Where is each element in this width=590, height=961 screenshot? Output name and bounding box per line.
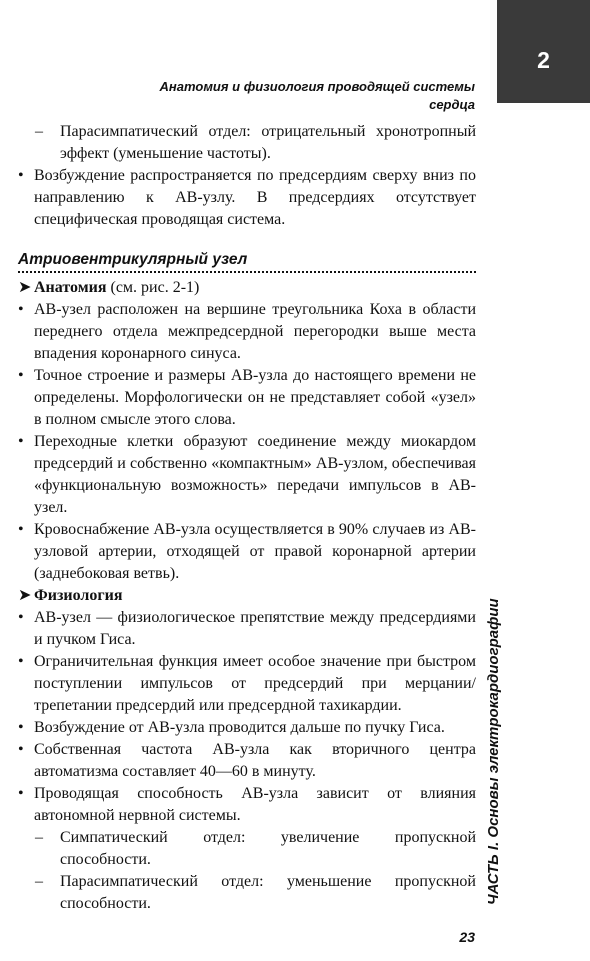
- list-item-text: АВ-узел — физиологическое препятствие между предсердиями и пучком Гиса.: [34, 609, 476, 648]
- list-item-text: Ограничительная функция имеет особое значение при быстром поступлении импульсов от предсердий при мерцании/трепетании предсердий или предсердной тахикардии.: [34, 653, 476, 714]
- list-item: [18, 165, 476, 231]
- list-item-text: Парасимпатический отдел: отрицательный хронотропный эффект (уменьшение частоты).: [60, 123, 476, 162]
- dash-marker: –: [35, 829, 43, 846]
- page-number: 23: [459, 929, 475, 945]
- anatomy-heading: [18, 277, 476, 299]
- chapter-number: 2: [537, 47, 550, 73]
- anatomy-heading-label: Анатомия: [34, 279, 107, 296]
- bullet-marker: •: [18, 609, 24, 626]
- list-item: [18, 607, 476, 651]
- bullet-marker: •: [18, 367, 24, 384]
- list-item-text: Кровоснабжение АВ-узла осуществляется в 90% случаев из АВ-узловой артерии, отходящей от правой коронарной артерии (заднебоковая ветвь).: [34, 521, 476, 582]
- section-header: [18, 249, 476, 273]
- bullet-marker: •: [18, 521, 24, 538]
- list-item-text: Возбуждение распространяется по предсердиям сверху вниз по направлению к АВ-узлу. В предсердиях отсутствует специфическая проводящая система.: [34, 167, 476, 228]
- bullet-marker: •: [18, 167, 24, 184]
- bullet-marker: •: [18, 301, 24, 318]
- physiology-heading: [18, 585, 476, 607]
- dash-marker: –: [35, 123, 43, 140]
- sub-list-item: [18, 827, 476, 871]
- sub-list-item: [18, 871, 476, 915]
- page-content: [18, 121, 476, 915]
- list-item-text: Переходные клетки образуют соединение между миокардом предсердий и собственно «компактным» АВ-узлом, обеспечивая «функциональную возможность» передачи импульсов в АВ-узел.: [34, 433, 476, 516]
- list-item-text: АВ-узел расположен на вершине треугольника Коха в области переднего отдела межпредсердной перегородки выше места впадения коронарного синуса.: [34, 301, 476, 362]
- list-item: [18, 365, 476, 431]
- list-item: [18, 651, 476, 717]
- bullet-marker: •: [18, 785, 24, 802]
- chapter-tab: [497, 0, 590, 103]
- list-item-text: Проводящая способность АВ-узла зависит от влияния автономной нервной системы.: [34, 785, 476, 824]
- list-item: [18, 519, 476, 585]
- dash-marker: –: [35, 873, 43, 890]
- list-item-text: Симпатический отдел: увеличение пропускной способности.: [60, 829, 476, 868]
- bullet-marker: •: [18, 741, 24, 758]
- side-part-label: ЧАСТЬ I. Основы электрокардиографии: [485, 598, 502, 905]
- list-item: [18, 783, 476, 827]
- bullet-marker: •: [18, 433, 24, 450]
- anatomy-heading-note: (см. рис. 2-1): [106, 279, 200, 296]
- list-item: [18, 299, 476, 365]
- running-head: Анатомия и физиология проводящей системы сердца: [159, 79, 475, 112]
- section-title: Атриовентрикулярный узел: [18, 251, 248, 268]
- bullet-marker: •: [18, 719, 24, 736]
- list-item: [18, 739, 476, 783]
- physiology-heading-label: Физиология: [34, 587, 123, 604]
- list-item: [18, 717, 476, 739]
- list-item: [18, 121, 476, 165]
- arrow-icon: ➤: [18, 279, 32, 296]
- dotted-divider: [18, 271, 476, 273]
- arrow-icon: ➤: [18, 587, 32, 604]
- list-item-text: Собственная частота АВ-узла как вторичного центра автоматизма составляет 40—60 в минуту.: [34, 741, 476, 780]
- list-item: [18, 431, 476, 519]
- list-item-text: Точное строение и размеры АВ-узла до настоящего времени не определены. Морфологически он не представляет собой «узел» в полном смысле этого слова.: [34, 367, 476, 428]
- list-item-text: Парасимпатический отдел: уменьшение пропускной способности.: [60, 873, 476, 912]
- list-item-text: Возбуждение от АВ-узла проводится дальше по пучку Гиса.: [34, 719, 445, 736]
- bullet-marker: •: [18, 653, 24, 670]
